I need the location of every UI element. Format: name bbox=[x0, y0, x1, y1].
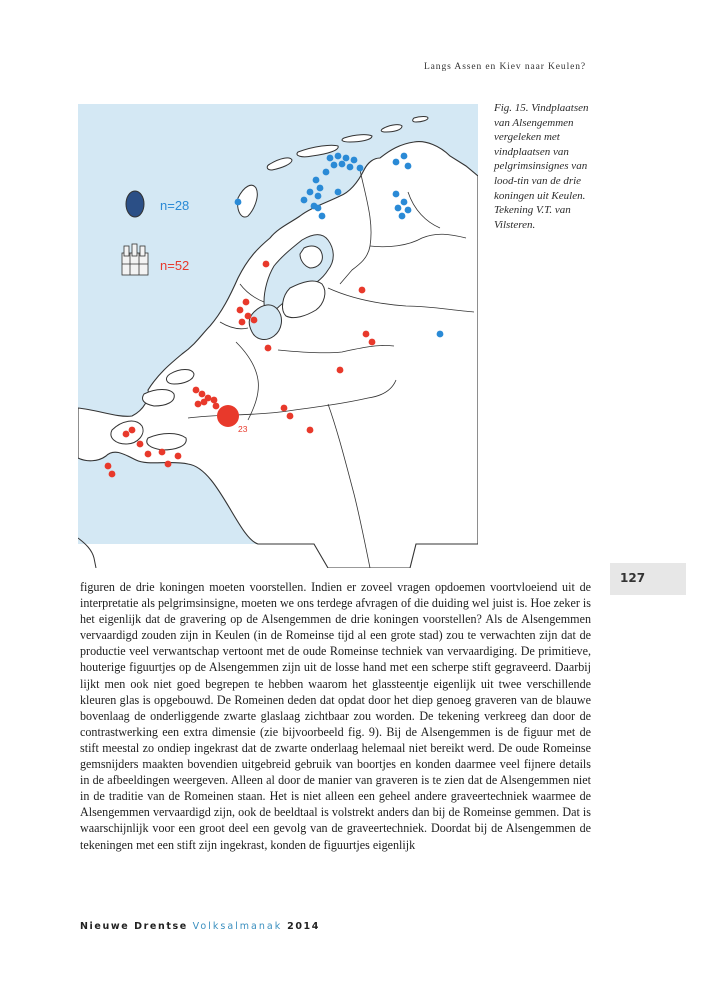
badge-dot bbox=[213, 403, 220, 410]
badge-dot bbox=[211, 397, 218, 404]
gem-dot bbox=[335, 153, 342, 160]
gem-dot bbox=[343, 155, 350, 162]
legend-badge-count: n=52 bbox=[160, 258, 190, 273]
gem-dot bbox=[323, 169, 330, 176]
gem-dot bbox=[301, 197, 308, 204]
badge-dot bbox=[145, 451, 152, 458]
figure-caption: Fig. 15. Vindplaatsen van Alsengemmen vergeleken met vindplaatsen van pelgrimsinsignes van lood-tin van de drie koningen uit Keulen. Tekening V.T. van Vilsteren. bbox=[494, 102, 589, 231]
badge-dot bbox=[109, 471, 116, 478]
badge-dot bbox=[307, 427, 314, 434]
gem-dot bbox=[405, 207, 412, 214]
badge-dot bbox=[201, 399, 208, 406]
body-paragraph: figuren de drie koningen moeten voorstellen. Indien er zoveel vragen opdoemen voortvloeiend uit de interpretatie als pelgrimsinsigne, moeten we ons terdege afvragen of die duiding wel juist is. Hoe zeker is het eigenlijk dat de gravering op de Alsengemmen de drie koningen voorstellen? Als de Alsengemmen vervaardigd zouden zijn in Keulen (in de Romeinse tijd al een grote stad) zou te verwachten zijn dat de productie veel verwantschap vertoont met de oude Romeinse techniek van vervaardiging. De primitieve, houterige figuurtjes op de Alsengemmen zijn uit de losse hand met een scherpe stift gegraveerd. Daarbij lijkt men ook niet goed begrepen te hebben waarom het glassteentje eigenlijk uit twee verschillende kleuren glas is opgebouwd. De Romeinen deden dat opdat door het diep genoeg graveren van de blauwe bovenlaag de onderliggende zwarte glaslaag zichtbaar zou worden. De tekening verkreeg dan door de contrastwerking een extra dimensie (zie bijvoorbeeld fig. 9). Bij de Alsengemmen is de figuur met de stift meestal zo ondiep ingekrast dat de zwarte onderlaag helemaal niet bereikt werd. De oude Romeinse gemsnijders maakten bovendien uitgebreid gebruik van boortjes en konden daarmee veel fijnere details in de afbeeldingen weergeven. Alleen al door de manier van graveren is te zien dat de Alsengemmen niet in de traditie van de Romeinen staan. Het is niet alleen een geheel andere graveertechniek waarmee de Alsengemmen vervaardigd zijn, ook de beeldtaal is volstrekt anders dan bij de Romeinse gemmen. Dat is waarschijnlijk voor een groot deel een gevolg van de graveertechniek. Doordat bij de Alsengemmen de tekeningen met een stift zijn ingekrast, konden de figuurtjes eigenlijk bbox=[80, 580, 591, 852]
running-header: Langs Assen en Kiev naar Keulen? bbox=[423, 62, 586, 72]
badge-dot bbox=[281, 405, 288, 412]
netherlands-findspot-map bbox=[78, 98, 478, 568]
gem-dot bbox=[307, 189, 314, 196]
gem-dot bbox=[319, 213, 326, 220]
gem-dot bbox=[315, 193, 322, 200]
gem-dot bbox=[315, 205, 322, 212]
footer-year: 2014 bbox=[282, 921, 320, 932]
badge-dot bbox=[251, 317, 258, 324]
badge-dot bbox=[195, 401, 202, 408]
badge-dot bbox=[243, 299, 250, 306]
gem-dot bbox=[235, 199, 242, 206]
gem-dot bbox=[405, 163, 412, 170]
badge-dot bbox=[175, 453, 182, 460]
badge-dot bbox=[165, 461, 172, 468]
badge-dot bbox=[129, 427, 136, 434]
gem-dot bbox=[351, 157, 358, 164]
gem-dot bbox=[393, 159, 400, 166]
gem-dot bbox=[339, 161, 346, 168]
badge-dot bbox=[123, 431, 130, 438]
cluster-count-label: 23 bbox=[238, 424, 248, 434]
badge-dot bbox=[105, 463, 112, 470]
gem-dot bbox=[393, 191, 400, 198]
gem-dot bbox=[347, 164, 354, 171]
gem-dot bbox=[401, 153, 408, 160]
alsengem-oval-icon bbox=[126, 191, 144, 217]
footer-publication: Nieuwe Drentse bbox=[80, 921, 193, 932]
legend-gem-count: n=28 bbox=[160, 198, 190, 213]
badge-dot bbox=[263, 261, 270, 268]
badge-dot bbox=[245, 313, 252, 320]
badge-dot bbox=[137, 441, 144, 448]
badge-dot bbox=[265, 345, 272, 352]
gem-dot bbox=[357, 165, 364, 172]
gem-dot bbox=[331, 162, 338, 169]
three-kings-badge-icon bbox=[122, 244, 148, 275]
gem-dot bbox=[313, 177, 320, 184]
badge-dot bbox=[159, 449, 166, 456]
badge-dot bbox=[369, 339, 376, 346]
badge-dot bbox=[237, 307, 244, 314]
gem-dot bbox=[395, 205, 402, 212]
gem-dot bbox=[437, 331, 444, 338]
gem-dot bbox=[317, 185, 324, 192]
footer-brand: Volksalmanak bbox=[192, 921, 283, 932]
gem-dot bbox=[399, 213, 406, 220]
badge-dot bbox=[239, 319, 246, 326]
gem-dot bbox=[335, 189, 342, 196]
badge-dot bbox=[287, 413, 294, 420]
badge-dot bbox=[193, 387, 200, 394]
badge-dot bbox=[363, 331, 370, 338]
page-footer bbox=[80, 921, 320, 932]
badge-dot bbox=[359, 287, 366, 294]
badge-dot bbox=[199, 391, 206, 398]
gem-dot bbox=[327, 155, 334, 162]
gem-dot bbox=[401, 199, 408, 206]
badge-dot bbox=[337, 367, 344, 374]
page-number: 127 bbox=[620, 571, 646, 585]
badge-cluster-dot bbox=[217, 405, 239, 427]
